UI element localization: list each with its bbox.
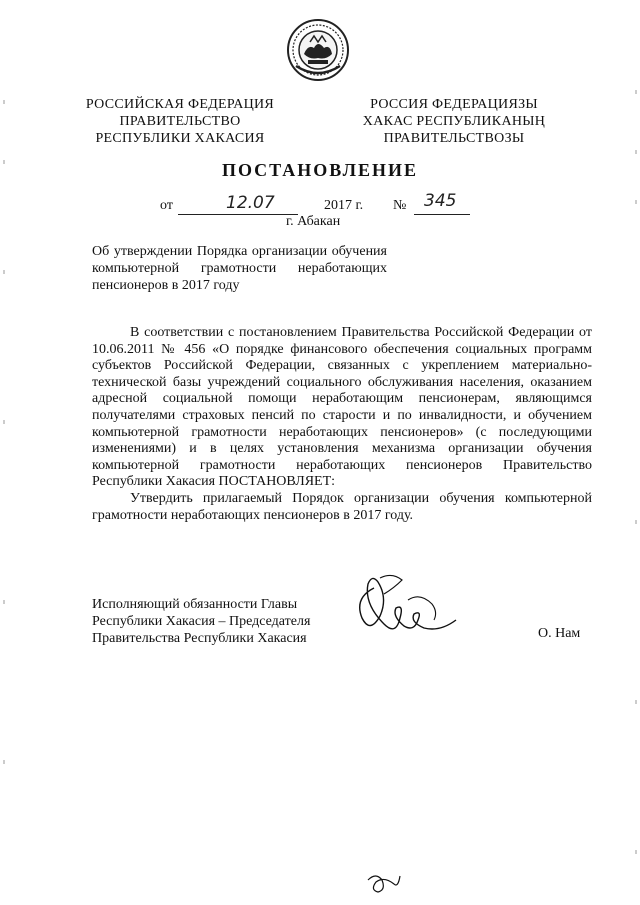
number-label: №	[393, 198, 407, 213]
signatory-name: О. Нам	[538, 626, 581, 641]
document-title: ПОСТАНОВЛЕНИЕ	[221, 160, 419, 180]
left-margin-marks	[2, 0, 6, 905]
header-right-block	[356, 96, 552, 147]
date-prefix: от	[160, 198, 173, 213]
document-subject: Об утверждении Порядка организации обучения компьютерной грамотности неработающих пенсионеров в 2017 году	[92, 244, 387, 293]
date-handwritten: 12.07	[226, 193, 275, 213]
right-margin-marks	[634, 0, 638, 905]
signature-line-3: Правительства Республики Хакасия	[92, 631, 307, 646]
signature-position	[92, 596, 310, 647]
header-right-line-1: РОССИЯ ФЕДЕРАЦИЯЗЫ	[370, 97, 538, 112]
body-paragraph-2: Утвердить прилагаемый Порядок организации обучения компьютерной грамотности неработающих пенсионеров в 2017 году.	[92, 490, 592, 523]
bottom-initials-icon	[364, 868, 404, 898]
header-left-block	[80, 96, 280, 147]
body-paragraph-1: В соответствии с постановлением Правительства Российской Федерации от 10.06.2011 № 456 «О порядке финансового обеспечения социальных программ субъектов Российской Федерации, связанных с укреплением материально-технической базы учреждений социального обслуживания населения, оказанием адресной социальной помощи неработающим пенсионерам, являющимся получателями страховых пенсий по старости и по инвалидности, и обучением компьютерной грамотности неработающих пенсионеров» (с последующими изменениями) и в целях установления механизма организации обучения компьютерной грамотности неработающих пенсионеров Правительство Республики Хакасия ПОСТАНОВЛЯЕТ:	[92, 325, 592, 490]
header-left-line-3: РЕСПУБЛИКИ ХАКАСИЯ	[95, 131, 265, 146]
city: г. Абакан	[286, 214, 341, 229]
header-left-line-2: ПРАВИТЕЛЬСТВО	[119, 114, 241, 129]
date-year: 2017 г.	[324, 198, 364, 213]
document-body	[92, 325, 592, 524]
signature-line-2: Республики Хакасия – Председателя	[92, 614, 311, 629]
signature-line-1: Исполняющий обязанности Главы	[92, 597, 298, 612]
coat-of-arms-emblem-icon	[286, 18, 350, 82]
header-left-line-1: РОССИЙСКАЯ ФЕДЕРАЦИЯ	[85, 97, 275, 112]
handwritten-signature-icon	[344, 568, 474, 648]
number-handwritten: 345	[424, 191, 457, 211]
header-right-line-2: ХАКАС РЕСПУБЛИКАНЫҢ	[362, 114, 546, 129]
header-right-line-3: ПРАВИТЕЛЬСТВОЗЫ	[383, 131, 525, 146]
